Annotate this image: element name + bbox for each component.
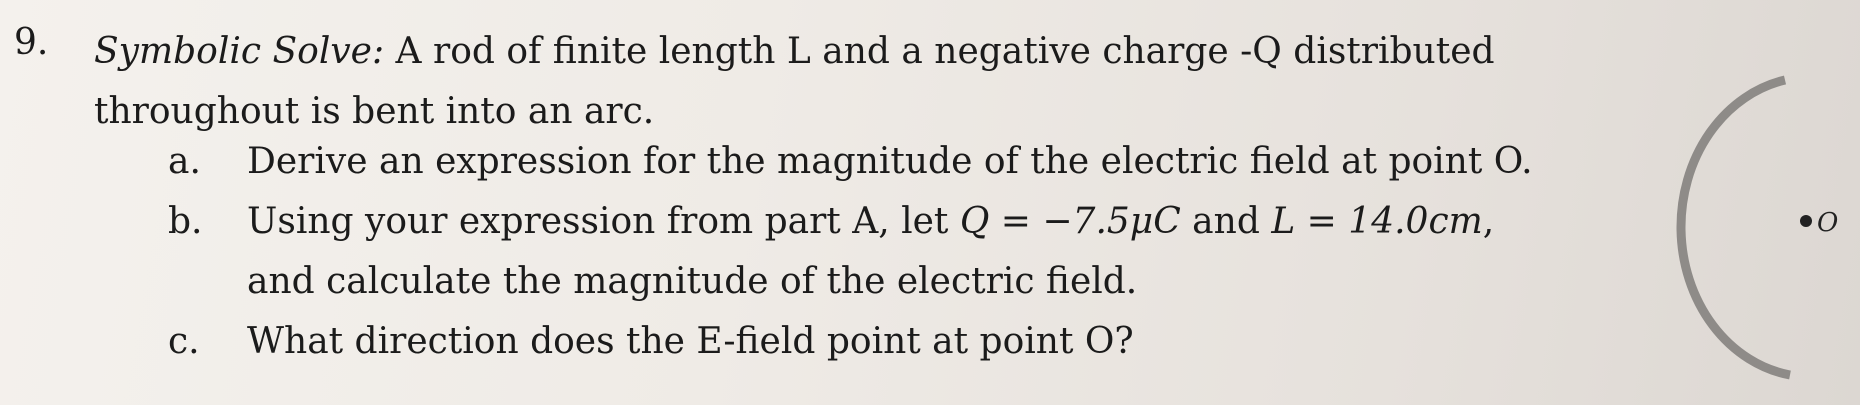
arc-diagram — [1620, 60, 1860, 390]
part-c-letter: c. — [168, 321, 200, 362]
symbolic-solve-label: Symbolic Solve: — [94, 31, 385, 72]
part-b-text-pre: Using your expression from part A, let — [247, 201, 960, 242]
stem-text-1: A rod of finite length L and a negative charge -Q distributed — [384, 31, 1495, 72]
question-stem — [94, 22, 1514, 142]
part-b-text-mid: and — [1180, 201, 1272, 242]
part-a-letter: a. — [168, 141, 201, 182]
stem-line-2: throughout is bent into an arc. — [94, 91, 655, 132]
part-b-text-post: , — [1482, 201, 1495, 242]
part-c-text: What direction does the E-field point at point O? — [247, 321, 1134, 362]
length-expression: L = 14.0cm — [1271, 201, 1483, 242]
point-o-dot — [1800, 215, 1812, 227]
stem-line-1 — [94, 22, 1514, 82]
part-b-line-2: and calculate the magnitude of the electric field. — [247, 261, 1138, 302]
part-b-letter: b. — [168, 201, 203, 242]
question-number: 9. — [14, 22, 49, 63]
part-a-text: Derive an expression for the magnitude of the electric field at point O. — [247, 141, 1533, 182]
charge-expression: Q = −7.5μC — [959, 201, 1181, 242]
part-b-text — [247, 192, 1547, 312]
charged-arc — [1681, 80, 1790, 375]
point-o-label: O — [1817, 208, 1839, 238]
part-b-line-1 — [247, 192, 1547, 252]
